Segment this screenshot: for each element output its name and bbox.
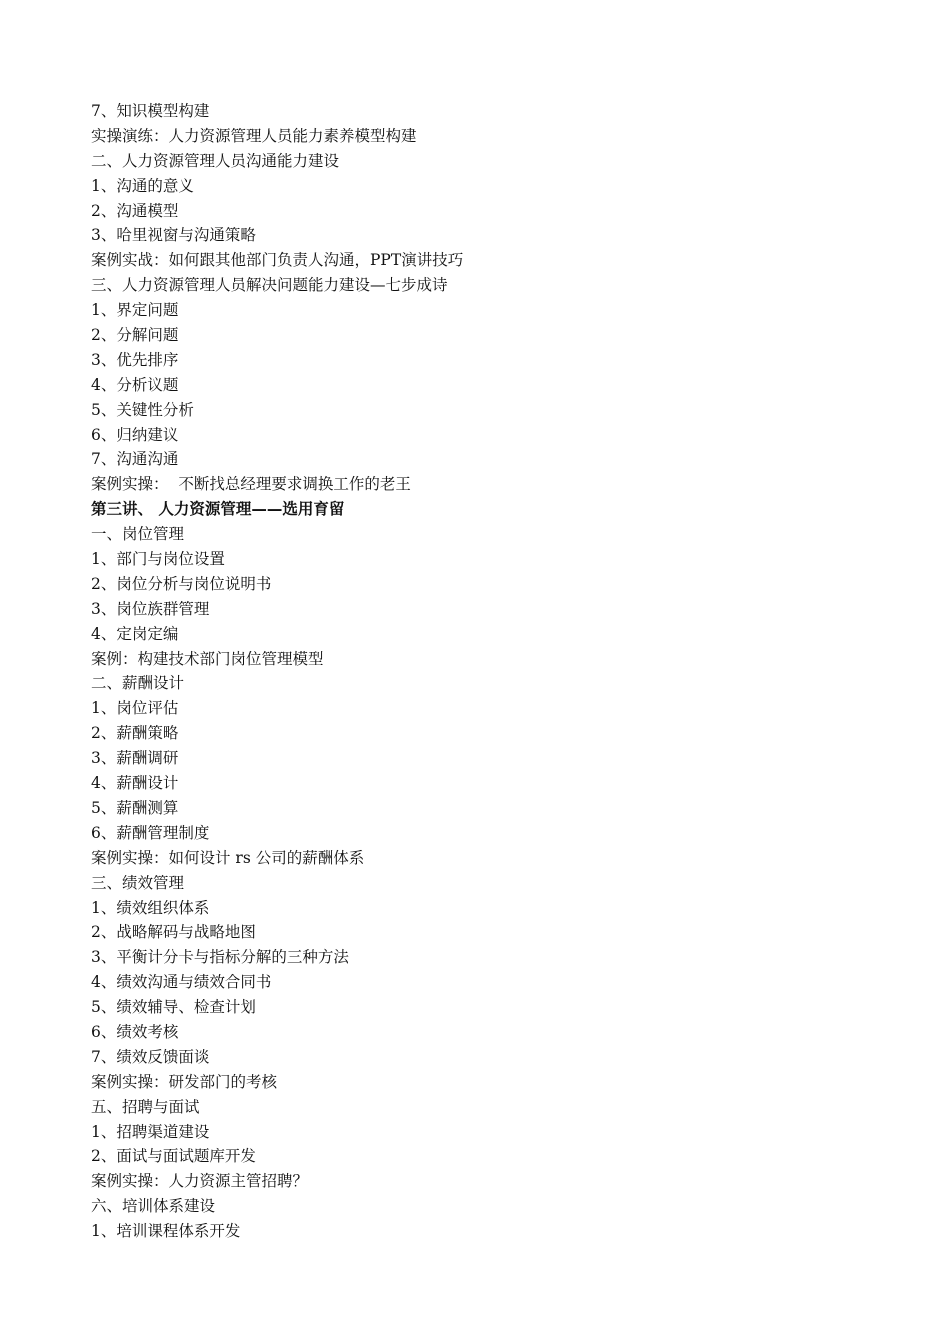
text-line: 3、薪酬调研 (91, 749, 179, 768)
text-line: 三、绩效管理 (91, 873, 185, 892)
text-line: 六、培训体系建设 (91, 1197, 216, 1216)
document-body (91, 99, 891, 1244)
text-line: 6、绩效考核 (91, 1022, 179, 1041)
text-line: 三、人力资源管理人员解决问题能力建设—七步成诗 (91, 276, 448, 295)
text-line: 1、沟通的意义 (91, 176, 194, 195)
text-line: 案例实操：人力资源主管招聘？ (91, 1172, 309, 1191)
text-line: 7、知识模型构建 (91, 102, 210, 120)
text-line: 3、岗位族群管理 (91, 599, 210, 618)
text-line: 2、薪酬策略 (91, 724, 179, 743)
text-line: 5、关键性分析 (91, 400, 194, 419)
text-line: 2、岗位分析与岗位说明书 (91, 574, 272, 593)
text-line: 1、招聘渠道建设 (91, 1122, 210, 1141)
text-line: 2、战略解码与战略地图 (91, 923, 256, 942)
text-line: 4、绩效沟通与绩效合同书 (91, 973, 272, 992)
text-line: 4、分析议题 (91, 375, 179, 394)
text-line: 案例实操：如何设计 rs 公司的薪酬体系 (91, 848, 365, 867)
text-line: 案例：构建技术部门岗位管理模型 (91, 649, 324, 668)
text-line: 2、面试与面试题库开发 (91, 1147, 256, 1166)
text-line: 案例实操：研发部门的考核 (91, 1072, 278, 1091)
text-line: 3、哈里视窗与沟通策略 (91, 226, 256, 245)
text-line: 5、绩效辅导、检查计划 (91, 998, 256, 1017)
text-line: 1、部门与岗位设置 (91, 550, 225, 569)
text-line: 1、培训课程体系开发 (91, 1222, 241, 1241)
text-line: 1、界定问题 (91, 301, 179, 320)
text-line: 6、薪酬管理制度 (91, 823, 210, 842)
text-line: 二、薪酬设计 (91, 674, 185, 693)
text-line: 7、沟通沟通 (91, 450, 179, 469)
text-line: 4、薪酬设计 (91, 774, 179, 793)
text-line: 3、优先排序 (91, 350, 179, 369)
text-line: 案例实操： 不断找总经理要求调换工作的老王 (91, 475, 411, 494)
text-line: 6、归纳建议 (91, 425, 179, 444)
text-line: 1、绩效组织体系 (91, 898, 210, 917)
text-line: 3、平衡计分卡与指标分解的三种方法 (91, 948, 349, 967)
text-line: 2、分解问题 (91, 326, 179, 345)
text-line: 五、招聘与面试 (91, 1097, 200, 1116)
text-line: 1、岗位评估 (91, 699, 179, 718)
text-line: 二、人力资源管理人员沟通能力建设 (91, 151, 340, 170)
section-heading: 第三讲、 人力资源管理——选用育留 (91, 500, 345, 519)
text-line: 7、绩效反馈面谈 (91, 1047, 210, 1066)
text-line: 2、沟通模型 (91, 201, 179, 220)
text-line: 5、薪酬测算 (91, 798, 179, 817)
text-line: 案例实战：如何跟其他部门负责人沟通，PPT演讲技巧 (91, 251, 464, 270)
text-line: 4、定岗定编 (91, 624, 179, 643)
text-line: 实操演练：人力资源管理人员能力素养模型构建 (91, 126, 417, 145)
text-line: 一、岗位管理 (91, 525, 185, 544)
